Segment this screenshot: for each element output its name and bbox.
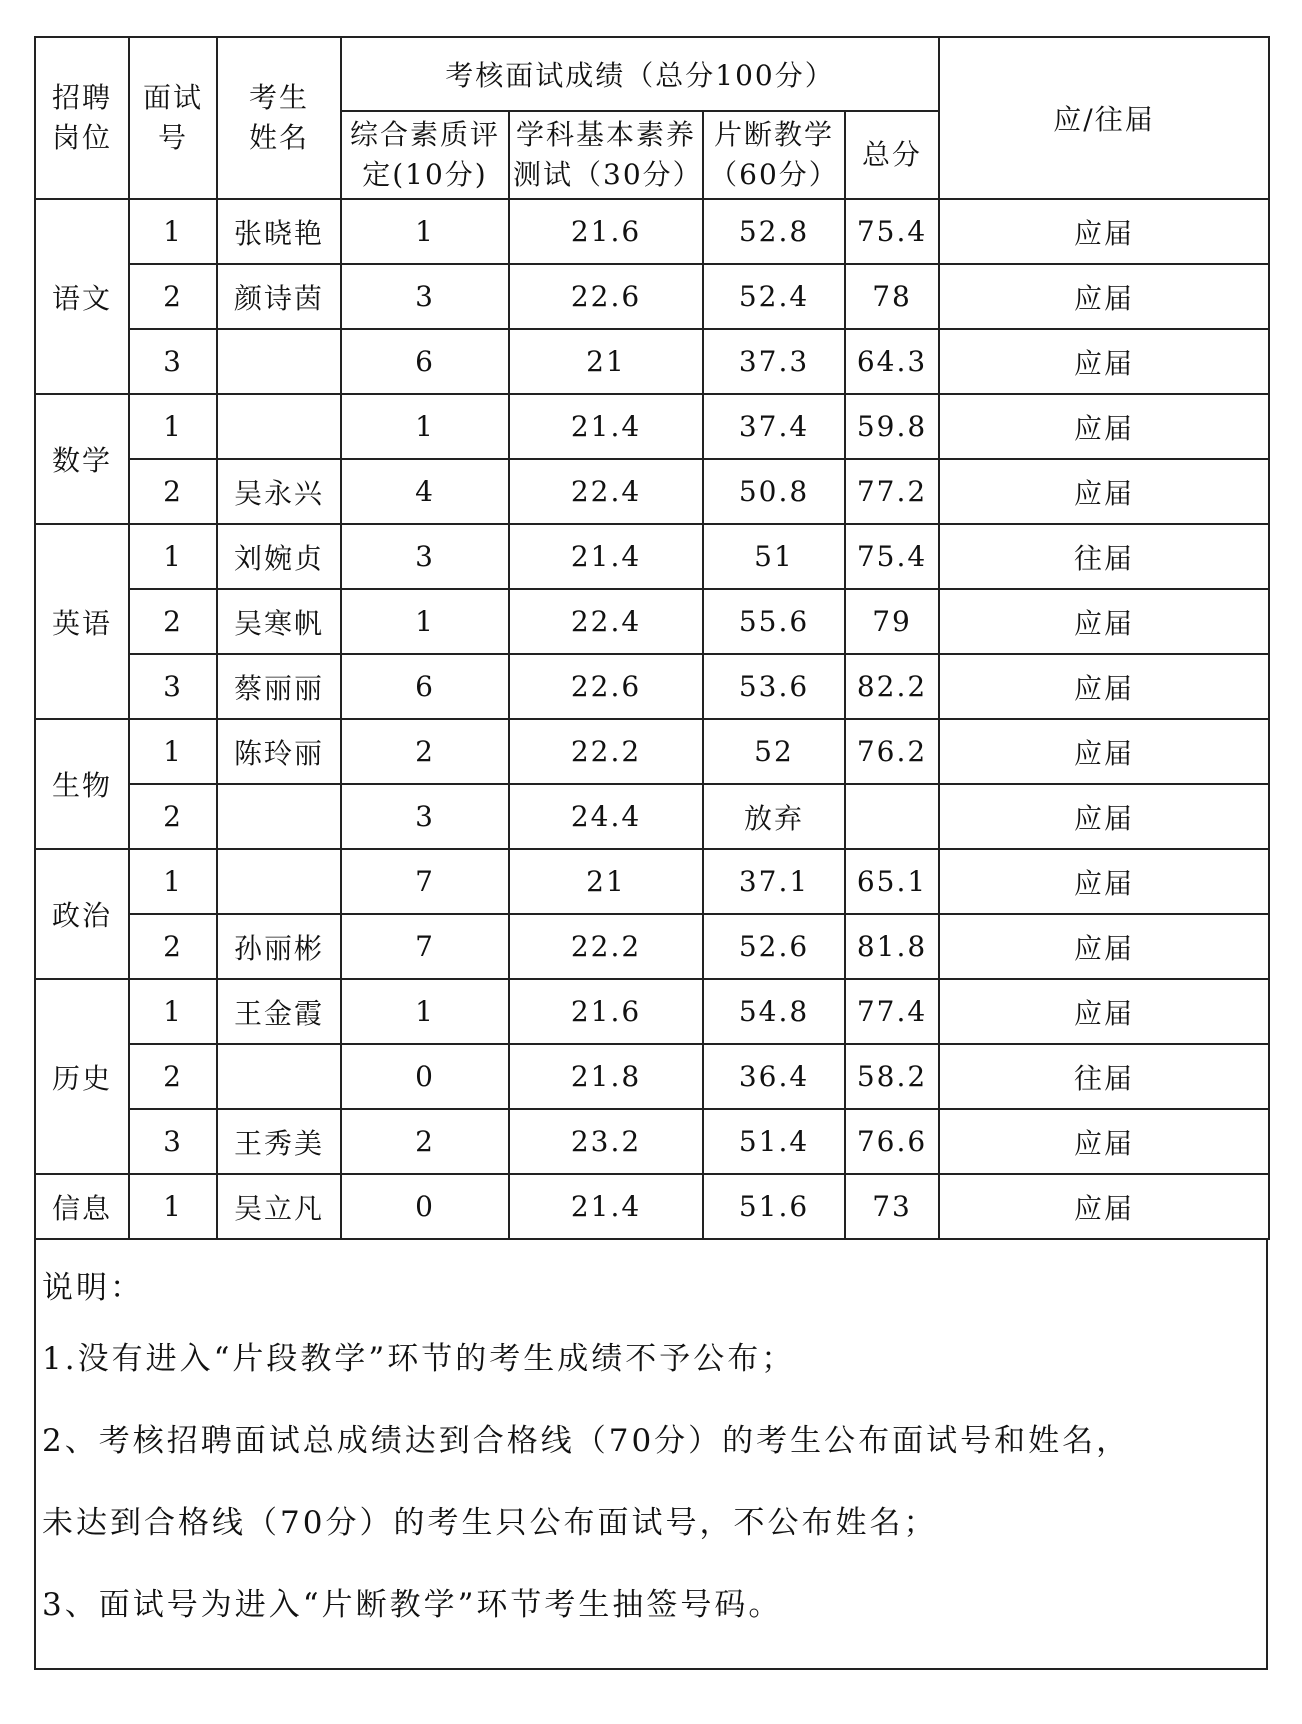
interview-no-cell: 3 bbox=[129, 1109, 217, 1174]
candidate-name-cell bbox=[217, 784, 341, 849]
table-row bbox=[35, 849, 1269, 914]
note-line-4: 3、面试号为进入“片断教学”环节考生抽签号码。 bbox=[42, 1587, 783, 1623]
note-line-2: 2、考核招聘面试总成绩达到合格线（70分）的考生公布面试号和姓名， bbox=[42, 1423, 1131, 1459]
teaching-score-cell: 52.8 bbox=[703, 199, 845, 264]
candidate-name-cell: 吴寒帆 bbox=[217, 589, 341, 654]
table-row bbox=[35, 979, 1269, 1044]
teaching-score-cell: 51.6 bbox=[703, 1174, 845, 1239]
quality-score-cell: 4 bbox=[341, 459, 509, 524]
quality-score-cell: 0 bbox=[341, 1044, 509, 1109]
header-grad-status: 应/往届 bbox=[939, 37, 1269, 199]
quality-score-cell: 3 bbox=[341, 784, 509, 849]
subject-score-cell: 22.6 bbox=[509, 654, 703, 719]
total-score-cell: 78 bbox=[845, 264, 939, 329]
subject-score-cell: 22.4 bbox=[509, 589, 703, 654]
interview-no-cell: 1 bbox=[129, 199, 217, 264]
table-row bbox=[35, 524, 1269, 589]
header-subject-label: 学科基本素养测试（30分） bbox=[513, 117, 703, 191]
subject-score-cell: 21.6 bbox=[509, 199, 703, 264]
table-row bbox=[35, 1109, 1269, 1174]
teaching-score-cell: 51.4 bbox=[703, 1109, 845, 1174]
interview-no-cell: 2 bbox=[129, 264, 217, 329]
grad-status-cell: 应届 bbox=[939, 1109, 1269, 1174]
header-score-group: 考核面试成绩（总分100分） bbox=[341, 37, 939, 111]
grad-status-cell: 应届 bbox=[939, 914, 1269, 979]
quality-score-cell: 2 bbox=[341, 1109, 509, 1174]
candidate-name-cell: 王金霞 bbox=[217, 979, 341, 1044]
candidate-name-cell: 颜诗茵 bbox=[217, 264, 341, 329]
teaching-score-cell: 36.4 bbox=[703, 1044, 845, 1109]
subject-score-cell: 21.4 bbox=[509, 394, 703, 459]
table-row bbox=[35, 394, 1269, 459]
header-total: 总分 bbox=[845, 111, 939, 199]
subject-score-cell: 21.4 bbox=[509, 524, 703, 589]
total-score-cell: 75.4 bbox=[845, 524, 939, 589]
note-line-1: 1.没有进入“片段教学”环节的考生成绩不予公布； bbox=[42, 1341, 796, 1377]
subject-score-cell: 21.4 bbox=[509, 1174, 703, 1239]
teaching-score-cell: 37.3 bbox=[703, 329, 845, 394]
grad-status-cell: 应届 bbox=[939, 654, 1269, 719]
subject-score-cell: 21 bbox=[509, 849, 703, 914]
total-score-cell: 64.3 bbox=[845, 329, 939, 394]
header-interview-no-label: 面试号 bbox=[143, 81, 204, 154]
teaching-score-cell: 37.4 bbox=[703, 394, 845, 459]
subject-score-cell: 24.4 bbox=[509, 784, 703, 849]
quality-score-cell: 1 bbox=[341, 394, 509, 459]
subject-score-cell: 21.8 bbox=[509, 1044, 703, 1109]
table-row bbox=[35, 1174, 1269, 1239]
grad-status-cell: 应届 bbox=[939, 719, 1269, 784]
subject-score-cell: 22.4 bbox=[509, 459, 703, 524]
grad-status-cell: 应届 bbox=[939, 329, 1269, 394]
candidate-name-cell: 蔡丽丽 bbox=[217, 654, 341, 719]
interview-no-cell: 2 bbox=[129, 1044, 217, 1109]
teaching-score-cell: 52.4 bbox=[703, 264, 845, 329]
interview-no-cell: 3 bbox=[129, 329, 217, 394]
score-sheet bbox=[34, 36, 1268, 1688]
subject-score-cell: 23.2 bbox=[509, 1109, 703, 1174]
header-teaching-label: 片断教学（60分） bbox=[709, 117, 839, 191]
teaching-score-cell: 37.1 bbox=[703, 849, 845, 914]
total-score-cell: 76.6 bbox=[845, 1109, 939, 1174]
table-row bbox=[35, 654, 1269, 719]
position-cell: 历史 bbox=[35, 979, 129, 1174]
note-line-3: 未达到合格线（70分）的考生只公布面试号，不公布姓名； bbox=[42, 1505, 938, 1541]
total-score-cell: 79 bbox=[845, 589, 939, 654]
position-cell: 政治 bbox=[35, 849, 129, 979]
interview-no-cell: 1 bbox=[129, 1174, 217, 1239]
interview-no-cell: 1 bbox=[129, 719, 217, 784]
table-row bbox=[35, 459, 1269, 524]
grad-status-cell: 往届 bbox=[939, 524, 1269, 589]
header-subject bbox=[509, 111, 703, 199]
position-cell: 语文 bbox=[35, 199, 129, 394]
teaching-score-cell: 54.8 bbox=[703, 979, 845, 1044]
grad-status-cell: 应届 bbox=[939, 589, 1269, 654]
candidate-name-cell: 张晓艳 bbox=[217, 199, 341, 264]
grad-status-cell: 应届 bbox=[939, 199, 1269, 264]
table-row bbox=[35, 719, 1269, 784]
notes-section bbox=[34, 1240, 1268, 1670]
interview-no-cell: 1 bbox=[129, 524, 217, 589]
candidate-name-cell bbox=[217, 329, 341, 394]
quality-score-cell: 6 bbox=[341, 329, 509, 394]
table-row bbox=[35, 589, 1269, 654]
candidate-name-cell bbox=[217, 849, 341, 914]
header-quality-label: 综合素质评定(10分) bbox=[349, 117, 500, 191]
table-body bbox=[35, 199, 1269, 1239]
total-score-cell: 77.4 bbox=[845, 979, 939, 1044]
total-score-cell: 82.2 bbox=[845, 654, 939, 719]
table-header bbox=[35, 37, 1269, 199]
header-candidate-name bbox=[217, 37, 341, 199]
quality-score-cell: 3 bbox=[341, 264, 509, 329]
grad-status-cell: 应届 bbox=[939, 394, 1269, 459]
header-interview-no bbox=[129, 37, 217, 199]
quality-score-cell: 1 bbox=[341, 589, 509, 654]
interview-no-cell: 1 bbox=[129, 394, 217, 459]
candidate-name-cell: 孙丽彬 bbox=[217, 914, 341, 979]
teaching-score-cell: 52.6 bbox=[703, 914, 845, 979]
grad-status-cell: 往届 bbox=[939, 1044, 1269, 1109]
grad-status-cell: 应届 bbox=[939, 849, 1269, 914]
notes-title: 说明： bbox=[42, 1270, 144, 1306]
interview-no-cell: 2 bbox=[129, 589, 217, 654]
candidate-name-cell: 吴永兴 bbox=[217, 459, 341, 524]
score-table bbox=[34, 36, 1270, 1240]
candidate-name-cell: 刘婉贞 bbox=[217, 524, 341, 589]
candidate-name-cell: 王秀美 bbox=[217, 1109, 341, 1174]
header-teaching bbox=[703, 111, 845, 199]
interview-no-cell: 3 bbox=[129, 654, 217, 719]
subject-score-cell: 21 bbox=[509, 329, 703, 394]
quality-score-cell: 1 bbox=[341, 199, 509, 264]
teaching-score-cell: 52 bbox=[703, 719, 845, 784]
total-score-cell: 59.8 bbox=[845, 394, 939, 459]
quality-score-cell: 6 bbox=[341, 654, 509, 719]
candidate-name-cell: 陈玲丽 bbox=[217, 719, 341, 784]
candidate-name-cell bbox=[217, 1044, 341, 1109]
interview-no-cell: 2 bbox=[129, 784, 217, 849]
header-candidate-name-label: 考生姓名 bbox=[248, 81, 309, 154]
interview-no-cell: 2 bbox=[129, 459, 217, 524]
teaching-score-cell: 放弃 bbox=[703, 784, 845, 849]
total-score-cell bbox=[845, 784, 939, 849]
grad-status-cell: 应届 bbox=[939, 1174, 1269, 1239]
candidate-name-cell bbox=[217, 394, 341, 459]
quality-score-cell: 2 bbox=[341, 719, 509, 784]
grad-status-cell: 应届 bbox=[939, 784, 1269, 849]
interview-no-cell: 1 bbox=[129, 849, 217, 914]
grad-status-cell: 应届 bbox=[939, 264, 1269, 329]
teaching-score-cell: 55.6 bbox=[703, 589, 845, 654]
teaching-score-cell: 53.6 bbox=[703, 654, 845, 719]
header-position bbox=[35, 37, 129, 199]
table-row bbox=[35, 329, 1269, 394]
total-score-cell: 58.2 bbox=[845, 1044, 939, 1109]
total-score-cell: 75.4 bbox=[845, 199, 939, 264]
subject-score-cell: 22.6 bbox=[509, 264, 703, 329]
candidate-name-cell: 吴立凡 bbox=[217, 1174, 341, 1239]
quality-score-cell: 1 bbox=[341, 979, 509, 1044]
table-row bbox=[35, 1044, 1269, 1109]
total-score-cell: 65.1 bbox=[845, 849, 939, 914]
total-score-cell: 81.8 bbox=[845, 914, 939, 979]
quality-score-cell: 3 bbox=[341, 524, 509, 589]
teaching-score-cell: 50.8 bbox=[703, 459, 845, 524]
table-row bbox=[35, 199, 1269, 264]
grad-status-cell: 应届 bbox=[939, 979, 1269, 1044]
subject-score-cell: 22.2 bbox=[509, 914, 703, 979]
position-cell: 信息 bbox=[35, 1174, 129, 1239]
quality-score-cell: 7 bbox=[341, 849, 509, 914]
position-cell: 英语 bbox=[35, 524, 129, 719]
teaching-score-cell: 51 bbox=[703, 524, 845, 589]
position-cell: 数学 bbox=[35, 394, 129, 524]
total-score-cell: 77.2 bbox=[845, 459, 939, 524]
table-row bbox=[35, 914, 1269, 979]
table-row bbox=[35, 264, 1269, 329]
subject-score-cell: 21.6 bbox=[509, 979, 703, 1044]
subject-score-cell: 22.2 bbox=[509, 719, 703, 784]
table-row bbox=[35, 784, 1269, 849]
header-position-label: 招聘岗位 bbox=[52, 81, 113, 154]
interview-no-cell: 2 bbox=[129, 914, 217, 979]
total-score-cell: 73 bbox=[845, 1174, 939, 1239]
quality-score-cell: 0 bbox=[341, 1174, 509, 1239]
quality-score-cell: 7 bbox=[341, 914, 509, 979]
total-score-cell: 76.2 bbox=[845, 719, 939, 784]
interview-no-cell: 1 bbox=[129, 979, 217, 1044]
position-cell: 生物 bbox=[35, 719, 129, 849]
header-quality bbox=[341, 111, 509, 199]
grad-status-cell: 应届 bbox=[939, 459, 1269, 524]
